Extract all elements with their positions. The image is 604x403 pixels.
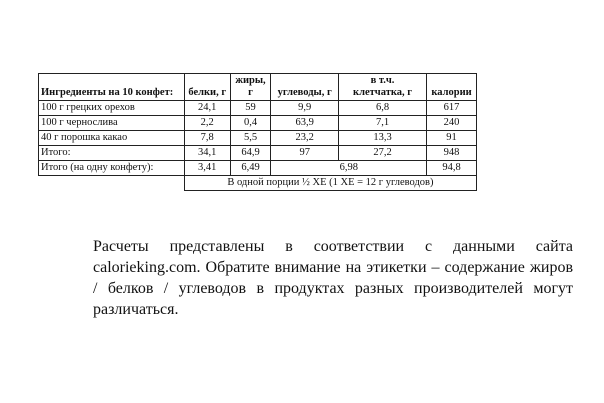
row-fat: 59 <box>230 101 271 116</box>
row-calories: 91 <box>427 131 477 146</box>
row-protein: 2,2 <box>184 116 230 131</box>
row-ingredient: 100 г грецких орехов <box>39 101 185 116</box>
serving-note: В одной порции ½ ХЕ (1 ХЕ = 12 г углеводов) <box>184 176 476 191</box>
row-carbs: 23,2 <box>271 131 339 146</box>
header-fat: жиры, г <box>230 74 271 101</box>
total-label: Итого: <box>39 146 185 161</box>
per-piece-calories: 94,8 <box>427 161 477 176</box>
total-fat: 64,9 <box>230 146 271 161</box>
per-piece-carbs: 6,98 <box>271 161 427 176</box>
row-fiber: 13,3 <box>338 131 426 146</box>
total-calories: 948 <box>427 146 477 161</box>
header-fiber-line1: в т.ч. <box>370 75 395 86</box>
header-ingredients: Ингредиенты на 10 конфет: <box>39 74 185 101</box>
note-paragraph: Расчеты представлены в соответствии с данными сайта calorieking.com. Обратите внимание на этикетки – содержание жиров / белков / углеводов в продуктах разных производителей могут различаться. <box>93 238 573 318</box>
serving-spacer <box>39 176 185 191</box>
row-ingredient: 100 г чернослива <box>39 116 185 131</box>
per-piece-fat: 6,49 <box>230 161 271 176</box>
row-fiber: 7,1 <box>338 116 426 131</box>
row-carbs: 9,9 <box>271 101 339 116</box>
row-fiber: 6,8 <box>338 101 426 116</box>
nutrition-table <box>38 73 477 191</box>
header-fiber <box>338 74 426 101</box>
row-ingredient: 40 г порошка какао <box>39 131 185 146</box>
total-fiber: 27,2 <box>338 146 426 161</box>
total-carbs: 97 <box>271 146 339 161</box>
row-protein: 7,8 <box>184 131 230 146</box>
table-row <box>39 101 477 116</box>
per-piece-label: Итого (на одну конфету): <box>39 161 185 176</box>
header-protein: белки, г <box>184 74 230 101</box>
table-header-row <box>39 74 477 101</box>
header-calories: калории <box>427 74 477 101</box>
table-row <box>39 131 477 146</box>
table-row <box>39 116 477 131</box>
total-row <box>39 146 477 161</box>
row-calories: 617 <box>427 101 477 116</box>
header-fiber-line2: клетчатка, г <box>353 87 413 98</box>
row-protein: 24,1 <box>184 101 230 116</box>
row-carbs: 63,9 <box>271 116 339 131</box>
serving-row <box>39 176 477 191</box>
header-carbs: углеводы, г <box>271 74 339 101</box>
row-calories: 240 <box>427 116 477 131</box>
per-piece-row <box>39 161 477 176</box>
row-fat: 0,4 <box>230 116 271 131</box>
per-piece-protein: 3,41 <box>184 161 230 176</box>
total-protein: 34,1 <box>184 146 230 161</box>
row-fat: 5,5 <box>230 131 271 146</box>
